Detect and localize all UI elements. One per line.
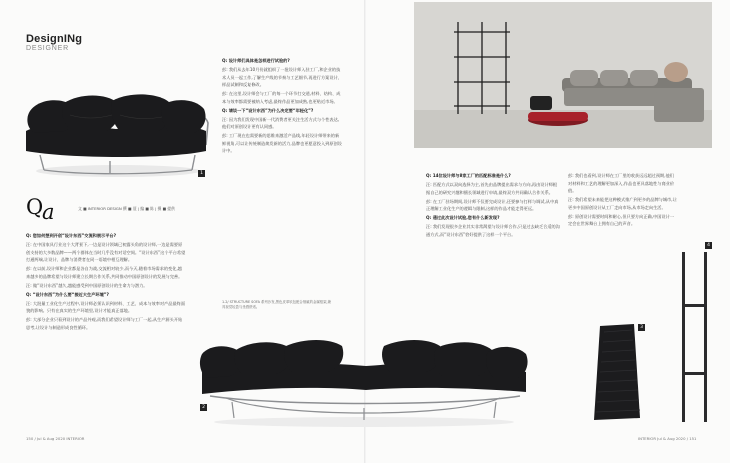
paragraph: 汪: 我们希望未来能把这种模式推广到更多的品牌与城市,让更多中国原创设计从工厂走向市场,从市场走向生活。	[568, 197, 677, 210]
figure-number: 3	[638, 324, 645, 331]
paragraph: 彭: 我们也看到,设计师在工厂里的收获远远超过预期,他们对材料和工艺的理解更加深入,作品也更具落地性与商业价值。	[568, 173, 675, 194]
sofa-photo-1	[20, 75, 212, 185]
paragraph: 汪: 在中国家具行业这个大背景下,一边是设计领域已初露头角的设计师,一边是需要原创支持的大多数品牌——两个群体在当时几乎没有对话空间。“设计东西”这个平台希望打通两端,让设计、品牌与消费者在同一语境中相互理解。	[26, 241, 186, 263]
sofa-photo-2	[196, 332, 530, 432]
paragraph: 彭: 在工厂驻场期间,设计师不仅要完成设计,还要参与打样与调试,从中真正理解工业化生产的逻辑与限制,这样的作品才能走得更远。	[426, 198, 559, 212]
photo-caption: 1.2/ STRUCTURE SOFA 系列沙发,黑色皮革软包配合细腻的金属框架,兼具视觉轻盈与坐感舒适。	[222, 300, 331, 310]
byline: 文 ■ INTERIOR DESIGN 撰 ■ 聂 | 编 ■ 陈 | 摄 ■ 提供	[78, 206, 175, 211]
section-header	[26, 33, 82, 53]
figure-number: 2	[200, 404, 207, 411]
qa-logo	[26, 195, 74, 224]
folio-right: INTERIOR Jul & Aug 2020 / 151	[638, 436, 697, 441]
qa-logo-q: Q	[26, 195, 44, 219]
figure-number: 4	[705, 242, 712, 249]
paragraph: Q: 请谈一下“设计东西”为什么决定要“年轻化”?	[222, 107, 314, 113]
paragraph: Q: “设计东西”为什么要“接近大生产环境”?	[26, 291, 109, 297]
paragraph: Q: 14位设计师与8家工厂的匹配标准是什么?	[426, 173, 511, 178]
paragraph: Q: 通过此次设计试验,您有什么新发现?	[426, 215, 500, 221]
paragraph: 彭: 在这里,设计师会与工厂的每一个环节打交道,材料、结构、成本与效率都需要被纳入考虑,最终作品更加成熟,也更贴近市场。	[222, 91, 341, 104]
paragraph: 彭: 工厂现在也需要新的思维来激活产品线,年轻设计师带来的新鲜视角,可以让传统制造焕发新的活力,品牌也更愿意投入到原创设计中。	[222, 133, 342, 154]
paragraph: Q: 您如何想到开创“设计东西”交流和展示平台?	[26, 233, 117, 238]
paragraph: 汪: 匹配方式以双向选择为主,首先由品牌提出需求与方向,再由设计师根据自己的研究兴趣和擅长领域进行申请,最终双方共同确认合作关系。	[426, 181, 558, 195]
paragraph: 汪: 因为我们发现中国新一代消费者更关注生活方式与个性表达,他们对原创设计更有认同感。	[222, 116, 340, 130]
paragraph: 彭: 在以前,设计师和企业都是各自为战,交流相对较少,而今天,随着市场需求的变化,越来越多的品牌希望与设计师建立长期合作关系,共同推动中国原创设计的发展与完善。	[26, 266, 183, 279]
paragraph: 彭: 大部分企业只看到设计的产品外观,而我们希望设计师与工厂一起,从生产源头开始思考,让设计与制造形成良性循环。	[26, 317, 183, 330]
cushion-photo	[586, 322, 646, 422]
left-column-1	[26, 232, 186, 432]
section-subtitle: DESIGNER	[26, 45, 69, 52]
figure-number: 1	[198, 170, 205, 177]
paragraph: 汪: 做“设计东西”越久,越能感受到中国原创设计的生命力与潜力。	[26, 282, 148, 288]
rack-photo	[678, 243, 712, 422]
paragraph: 汪: 我们发现很多企业其实非常渴望与设计师合作,只是过去缺乏合适的沟通方式,而“设计东西”恰好提供了这样一个平台。	[426, 224, 560, 237]
paragraph: 彭: 原创设计需要时间和耐心,但只要方向正确,中国设计一定会在世界舞台上拥有自己的声音。	[568, 213, 674, 227]
left-column-2	[222, 57, 342, 287]
paragraph: 汪: 大批量工业化生产过程中,设计师必须认识到材料、工艺、成本与效率对产品最终面貌的影响。只有在真实的生产环境里,设计才能真正落地。	[26, 300, 186, 314]
section-title: DesignINg	[26, 33, 83, 45]
room-photo	[414, 2, 712, 148]
paragraph: 彭: 我们从去年10月份就组织了一批设计师入驻工厂,和企业的技术人员一起工作,了解生产线的节奏与工艺细节,再进行方案设计、样品试制和反复修改。	[222, 66, 342, 88]
qa-logo-a: a	[42, 200, 55, 224]
paragraph: Q: 设计师们具体是怎样进行试验的?	[222, 58, 290, 63]
folio-left: 150 / Jul & Aug 2020 INTERIOR	[26, 436, 85, 441]
